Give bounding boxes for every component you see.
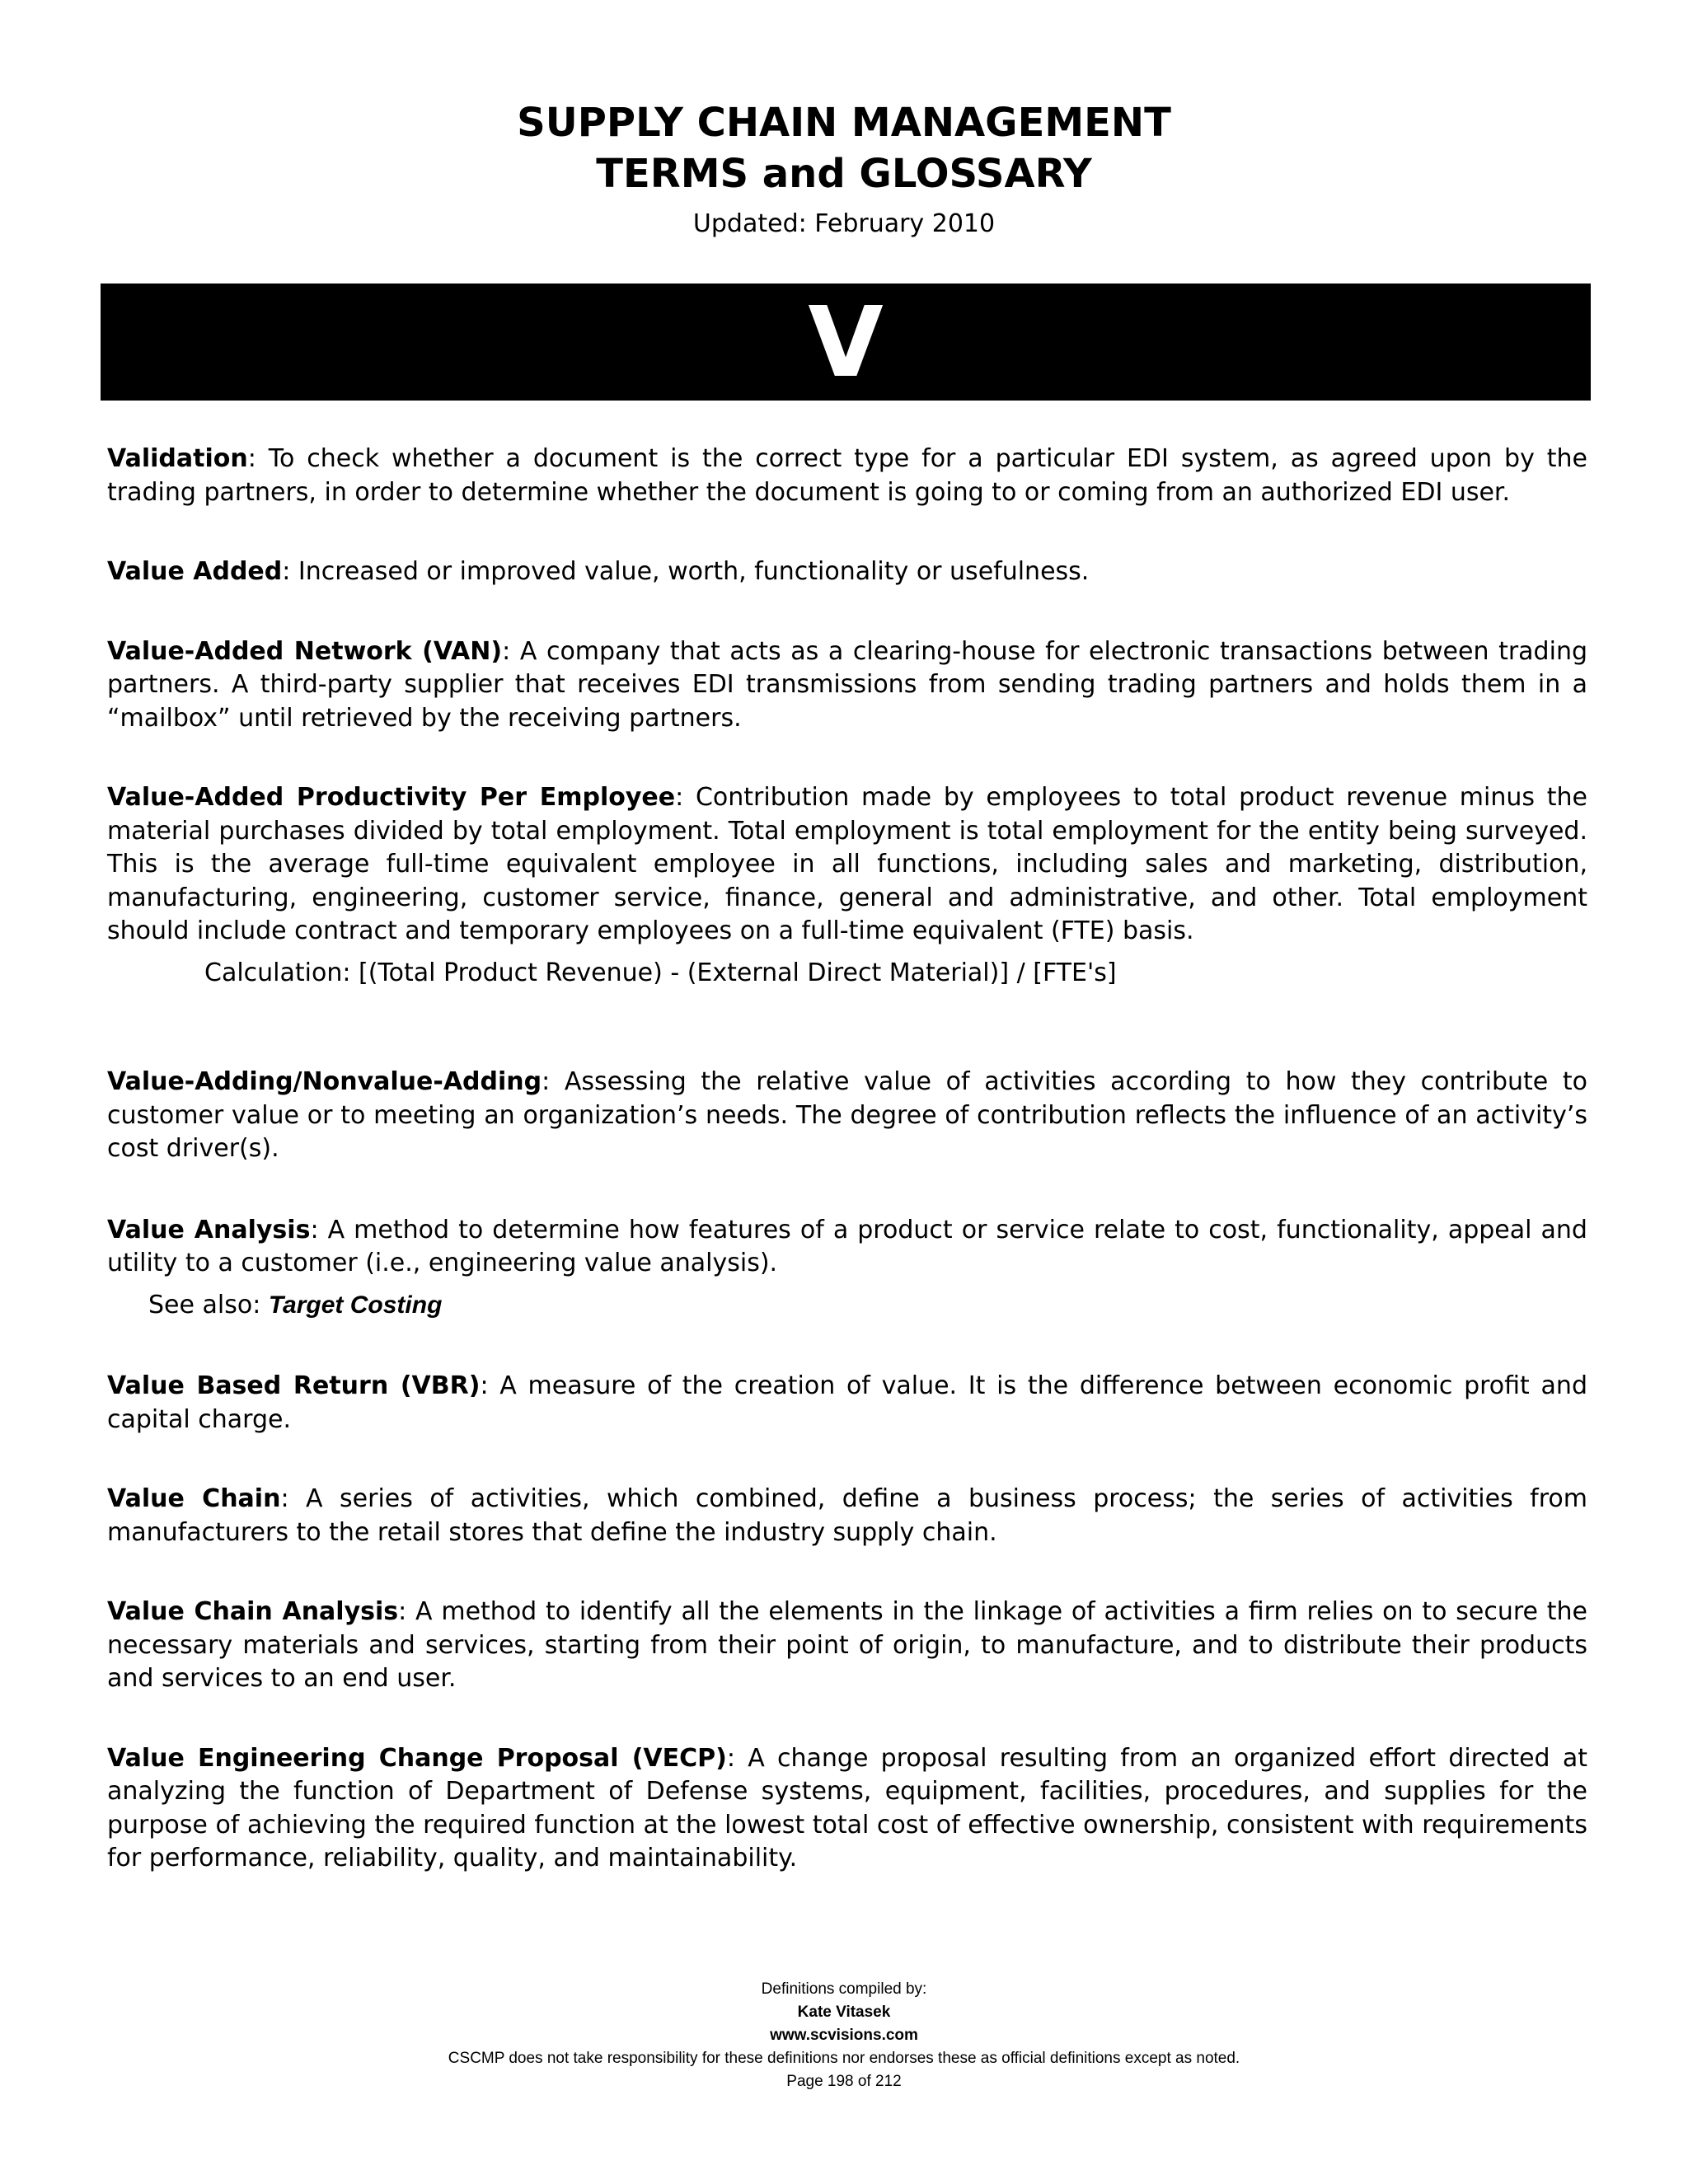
see-also-label: See also: bbox=[148, 1290, 269, 1319]
entry-definition: : Contribution made by employees to total product revenue minus the material purchases divided by total employment. Total employment is total employment for the entity being surveyed. This is the average full-time equivalent employee in all functions, including sales and marketing, distribution, manufacturing, engineering, customer service, finance, general and administrative, and other. Total employment should include contract and temporary employees on a full-time equivalent (FTE) basis. bbox=[107, 783, 1588, 945]
entry-definition: : A method to identify all the elements in the linkage of activities a firm relies on to secure the necessary materials and services, starting from their point of origin, to manufacture, and to distribute their products and services to an end user. bbox=[107, 1597, 1587, 1693]
entry-term: Value-Added Productivity Per Employee bbox=[107, 783, 676, 812]
entry-definition: : A method to determine how features of a product or service relate to cost, functionality, appeal and utility to a customer (i.e., engineering value analysis). bbox=[107, 1215, 1587, 1277]
footer-page-number: Page 198 of 212 bbox=[786, 2073, 902, 2090]
glossary-entry-vecp bbox=[107, 1742, 1587, 1876]
page-footer bbox=[0, 1978, 1688, 2093]
glossary-entry-value-adding bbox=[107, 1066, 1587, 1166]
calculation-formula: Calculation: [(Total Product Revenue) - (External Direct Material)] / [FTE's] bbox=[204, 958, 1117, 987]
entry-term: Value Chain Analysis bbox=[107, 1597, 399, 1626]
entry-definition: : A company that acts as a clearing-house for electronic transactions between trading partners. A third-party supplier that receives EDI transmissions from sending trading partners and holds them in a “mailbox” until retrieved by the receiving partners. bbox=[107, 636, 1587, 733]
updated-date: Updated: February 2010 bbox=[692, 209, 996, 238]
entry-definition: : Assessing the relative value of activities according to how they contribute to customer value or to meeting an organization’s needs. The degree of contribution reflects the influence of an activity’s cost driver(s). bbox=[107, 1067, 1587, 1163]
entry-term: Validation bbox=[107, 444, 248, 473]
entry-term: Value Chain bbox=[107, 1484, 281, 1513]
page-title-line2: TERMS and GLOSSARY bbox=[596, 151, 1092, 197]
entry-definition: : A change proposal resulting from an organized effort directed at analyzing the function of Department of Defense systems, equipment, facilities, procedures, and supplies for the purpose of achieving the required function at the lowest total cost of effective ownership, consistent with requirements for performance, reliability, quality, and maintainability. bbox=[107, 1743, 1587, 1872]
glossary-entry-van bbox=[107, 635, 1587, 736]
entry-term: Value-Adding/Nonvalue-Adding bbox=[107, 1067, 542, 1096]
glossary-entry-productivity-per-employee bbox=[107, 781, 1587, 949]
footer-website-link[interactable]: www.scvisions.com bbox=[770, 2027, 918, 2044]
entry-definition: : A measure of the creation of value. It is the difference between economic profit and capital charge. bbox=[107, 1371, 1587, 1434]
entry-term: Value-Added Network (VAN) bbox=[107, 636, 503, 666]
entry-term: Value Engineering Change Proposal (VECP) bbox=[107, 1743, 727, 1773]
section-letter-bar: V bbox=[101, 284, 1591, 401]
glossary-entry-value-chain-analysis bbox=[107, 1596, 1587, 1696]
footer-author: Kate Vitasek bbox=[797, 2004, 891, 2021]
entry-term: Value Based Return (VBR) bbox=[107, 1371, 481, 1400]
glossary-entry-validation bbox=[107, 443, 1587, 509]
glossary-entry-value-analysis bbox=[107, 1214, 1587, 1281]
footer-compiled-by: Definitions compiled by: bbox=[761, 1980, 927, 1998]
entry-definition: : To check whether a document is the correct type for a particular EDI system, as agreed upon by the trading partners, in order to determine whether the document is going to or coming from an authorized EDI user. bbox=[107, 444, 1587, 507]
footer-disclaimer: CSCMP does not take responsibility for these definitions nor endorses these as official definitions except as noted. bbox=[448, 2050, 1240, 2067]
page-title-line1: SUPPLY CHAIN MANAGEMENT bbox=[517, 100, 1171, 146]
entry-term: Value Analysis bbox=[107, 1215, 311, 1244]
glossary-entry-vbr bbox=[107, 1370, 1587, 1436]
entry-definition: : A series of activities, which combined, define a business process; the series of activities from manufacturers to the retail stores that define the industry supply chain. bbox=[107, 1484, 1587, 1547]
glossary-entry-value-added bbox=[107, 555, 1587, 589]
page-header bbox=[0, 97, 1688, 241]
entry-definition: : Increased or improved value, worth, functionality or usefulness. bbox=[282, 557, 1090, 586]
glossary-content bbox=[107, 443, 1587, 1876]
entry-term: Value Added bbox=[107, 557, 283, 586]
glossary-entry-value-chain bbox=[107, 1483, 1587, 1549]
see-also-link[interactable]: Target Costing bbox=[268, 1291, 443, 1319]
see-also bbox=[148, 1289, 1587, 1323]
